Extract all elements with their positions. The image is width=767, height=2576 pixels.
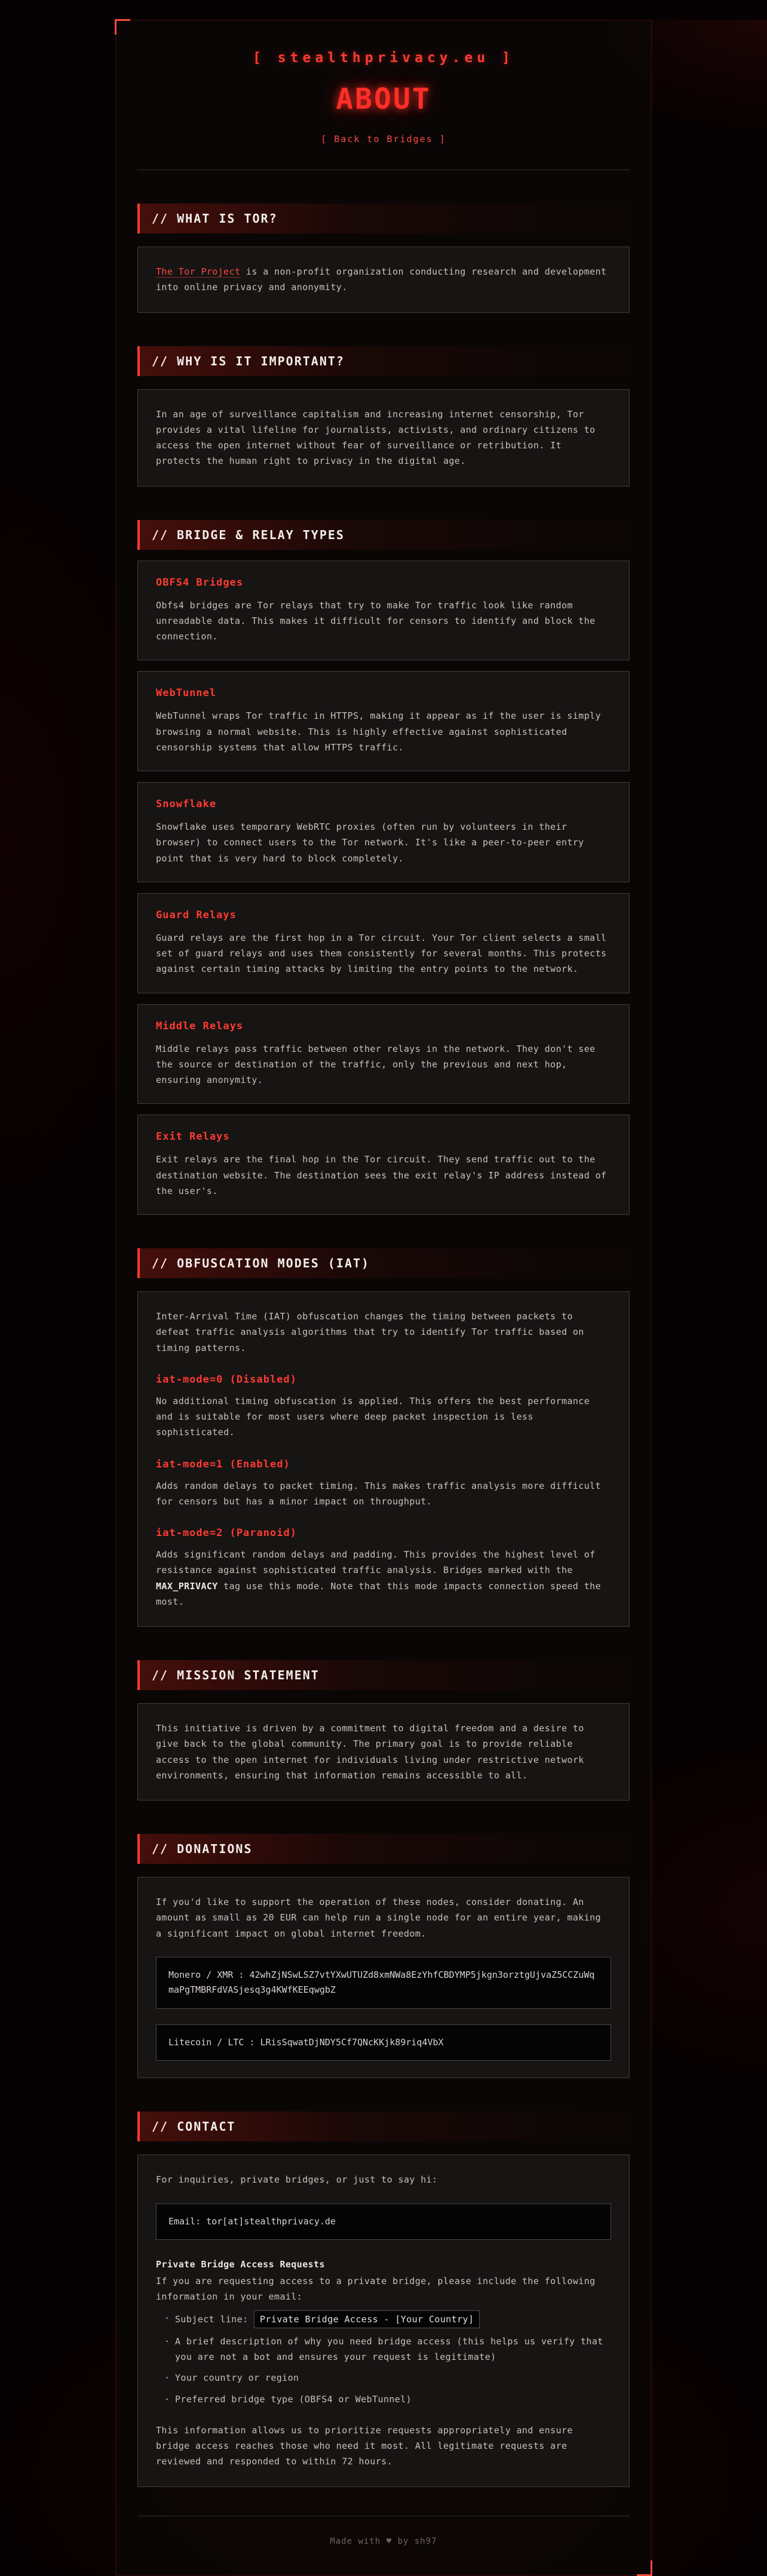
iat-mode-2-text <box>156 1547 611 1609</box>
bridge-card-title: Snowflake <box>156 798 217 810</box>
section-heading-why-important: // WHY IS IT IMPORTANT? <box>137 346 630 376</box>
corner-accent-top-left <box>115 19 130 35</box>
contact-box <box>137 2155 630 2486</box>
private-bridge-requests-title: Private Bridge Access Requests <box>156 2259 325 2270</box>
obfuscation-intro: Inter-Arrival Time (IAT) obfuscation changes the timing between packets to defeat traffic analysis algorithms that try to identify Tor traffic based on timing patterns. <box>156 1311 584 1353</box>
monero-address-box: Monero / XMR : 42whZjNSwLSZ7vtYXwUTUZd8xmNWa8EzYhfCBDYMP5jkgn3orztgUjvaZ5CCZuWqmaPgTMBRFdVASjesq3g4KWfKEEqwgbZ <box>156 1957 611 2009</box>
donations-text: If you'd like to support the operation of these nodes, consider donating. An amount as small as 20 EUR can help run a single node for an entire year, making a significant impact on global internet freedom. <box>156 1897 602 1939</box>
section-mission <box>137 1660 630 1801</box>
section-heading-bridge-types: // BRIDGE & RELAY TYPES <box>137 520 630 550</box>
list-item-subject-line <box>156 2310 611 2328</box>
section-bridge-types <box>137 520 630 1215</box>
bridge-card-text: Obfs4 bridges are Tor relays that try to make Tor traffic look like random unreadable data. This makes it difficult for censors to identify and block the connection. <box>156 599 596 642</box>
request-info-list <box>156 2310 611 2407</box>
list-item-country: · Your country or region <box>156 2370 611 2386</box>
list-item-description: · A brief description of why you need bridge access (this helps us verify that you are not a bot and ensures your request is legitimate) <box>156 2334 611 2365</box>
iat-mode-1-title: iat-mode=1 (Enabled) <box>156 1458 290 1470</box>
tor-project-link[interactable]: The Tor Project <box>156 266 241 277</box>
site-title: [ stealthprivacy.eu ] <box>253 50 514 66</box>
bridge-card-text: Guard relays are the first hop in a Tor circuit. Your Tor client selects a small set of guard relays and uses them consistently for several months. This protects against certain timing attacks by limiting the entry points to the network. <box>156 932 607 975</box>
site-header <box>137 50 630 170</box>
bridge-card-title: OBFS4 Bridges <box>156 576 244 589</box>
section-heading-mission: // MISSION STATEMENT <box>137 1660 630 1690</box>
iat-mode-2-title: iat-mode=2 (Paranoid) <box>156 1527 297 1539</box>
iat-mode-2-text-before: Adds significant random delays and padding. This provides the highest level of resistance against sophisticated traffic analysis. Bridges marked with the <box>156 1549 596 1576</box>
section-heading-contact: // CONTACT <box>137 2112 630 2141</box>
subject-line-label: Subject line: <box>175 2313 254 2325</box>
contact-closing-text: This information allows us to prioritize requests appropriately and ensure bridge access reaches those who need it most. All legitimate requests are reviewed and responded to within 72 hours. <box>156 2424 573 2467</box>
contact-intro: For inquiries, private bridges, or just to say hi: <box>156 2174 438 2186</box>
subject-line-code: Private Bridge Access - [Your Country] <box>254 2310 480 2328</box>
what-is-tor-text-after: is a non-profit organization conducting research and development into online privacy and anonymity. <box>156 266 607 293</box>
bridge-card-obfs4 <box>137 561 630 661</box>
bridge-card-text: Middle relays pass traffic between other relays in the network. They don't see the source or destination of the traffic, only the previous and next hop, ensuring anonymity. <box>156 1043 596 1085</box>
contact-email-box: Email: tor[at]stealthprivacy.de <box>156 2203 611 2240</box>
bridge-card-exit-relays <box>137 1115 630 1215</box>
max-privacy-tag: MAX_PRIVACY <box>156 1580 218 1592</box>
why-important-text: In an age of surveillance capitalism and increasing internet censorship, Tor provides a vital lifeline for journalists, activists, and ordinary citizens to access the open internet without fear of surveillance or retribution. It protects the human right to privacy in the digital age. <box>156 408 596 467</box>
page-title: ABOUT <box>336 82 431 116</box>
private-bridge-requests-intro: If you are requesting access to a private bridge, please include the following information in your email: <box>156 2276 596 2303</box>
footer-credit: Made with ♥ by sh97 <box>330 2536 437 2546</box>
section-heading-donations: // DONATIONS <box>137 1834 630 1864</box>
bridge-card-text: WebTunnel wraps Tor traffic in HTTPS, making it appear as if the user is simply browsing a normal website. This is highly effective against sophisticated censorship systems that allow HTTPS traffic. <box>156 710 602 753</box>
iat-mode-2-text-after: tag use this mode. Note that this mode impacts connection speed the most. <box>156 1580 602 1607</box>
back-to-bridges-link[interactable]: [ Back to Bridges ] <box>321 134 446 144</box>
iat-mode-1-text: Adds random delays to packet timing. This makes traffic analysis more difficult for censors but has a minor impact on throughput. <box>156 1480 602 1507</box>
bridge-card-text: Exit relays are the final hop in the Tor circuit. They send traffic out to the destination website. The destination sees the exit relay's IP address instead of the user's. <box>156 1154 607 1196</box>
mission-box <box>137 1703 630 1801</box>
litecoin-address-box: Litecoin / LTC : LRisSqwatDjNDY5Cf7QNcKKjk89riq4VbX <box>156 2024 611 2061</box>
main-container <box>115 20 652 2575</box>
bridge-card-middle-relays <box>137 1004 630 1104</box>
mission-text: This initiative is driven by a commitment to digital freedom and a desire to give back to the global community. The primary goal is to provide reliable access to the open internet for individuals living under restrictive network environments, ensuring that information remains accessible to all. <box>156 1723 584 1781</box>
section-contact <box>137 2112 630 2486</box>
section-heading-what-is-tor: // WHAT IS TOR? <box>137 204 630 233</box>
section-what-is-tor <box>137 204 630 313</box>
donations-box <box>137 1877 630 2078</box>
section-heading-obfuscation: // OBFUSCATION MODES (IAT) <box>137 1248 630 1278</box>
list-item-bridge-type: · Preferred bridge type (OBFS4 or WebTunnel) <box>156 2392 611 2407</box>
obfuscation-box <box>137 1291 630 1627</box>
why-important-box <box>137 389 630 487</box>
bridge-card-title: WebTunnel <box>156 687 217 700</box>
section-why-important <box>137 346 630 487</box>
what-is-tor-box <box>137 247 630 313</box>
section-obfuscation-modes <box>137 1248 630 1627</box>
iat-mode-0-text: No additional timing obfuscation is applied. This offers the best performance and is suitable for most users where deep packet inspection is less sophisticated. <box>156 1395 590 1438</box>
bridge-card-snowflake <box>137 782 630 882</box>
bridge-card-guard-relays <box>137 893 630 993</box>
bridge-card-title: Middle Relays <box>156 1020 244 1032</box>
section-donations <box>137 1834 630 2078</box>
what-is-tor-text <box>156 264 611 296</box>
bridge-card-title: Guard Relays <box>156 909 237 921</box>
iat-mode-0-title: iat-mode=0 (Disabled) <box>156 1373 297 1386</box>
bridge-card-webtunnel <box>137 671 630 771</box>
bridge-card-text: Snowflake uses temporary WebRTC proxies (often run by volunteers in their browser) to connect users to the Tor network. It's like a peer-to-peer entry point that is very hard to block completely. <box>156 821 584 864</box>
corner-accent-bottom-right <box>637 2560 652 2576</box>
bridge-card-title: Exit Relays <box>156 1131 230 1143</box>
